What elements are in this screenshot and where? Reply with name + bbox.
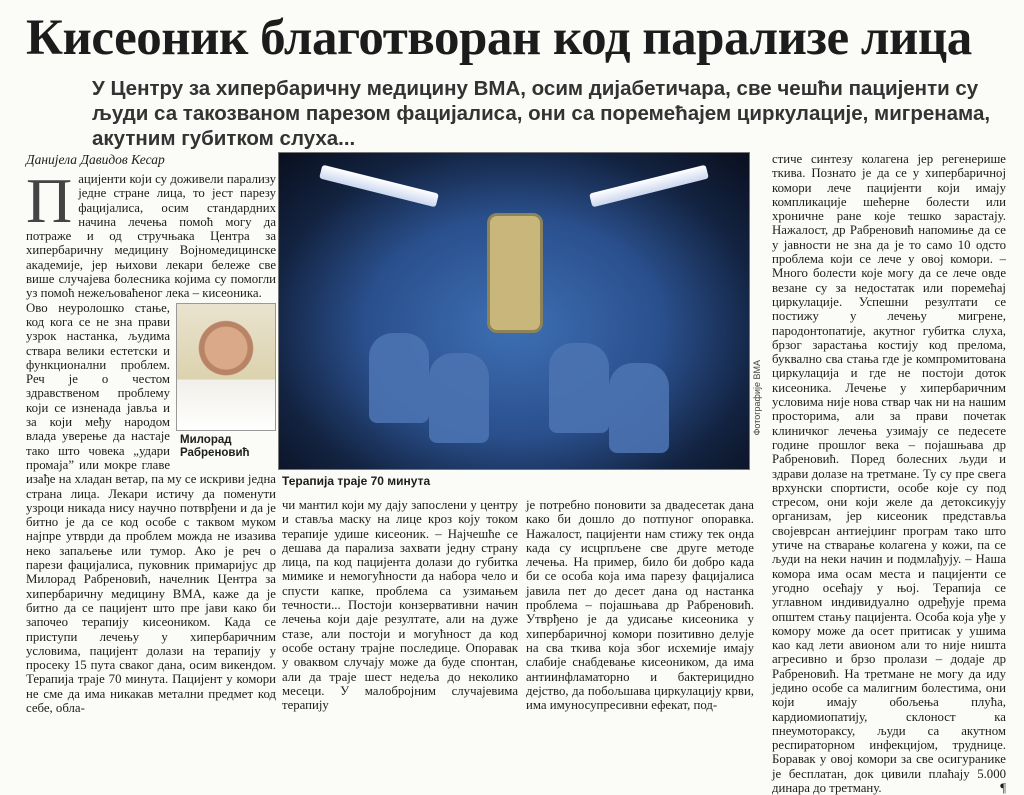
column-2 xyxy=(282,498,518,713)
byline: Данијела Давидов Кесар xyxy=(26,152,165,167)
column-3 xyxy=(526,498,754,713)
drop-cap: П xyxy=(26,165,73,236)
patient xyxy=(609,363,669,453)
patient xyxy=(369,333,429,423)
ceiling-light xyxy=(589,165,709,208)
portrait-photo xyxy=(176,303,276,431)
chamber-door xyxy=(487,213,543,333)
col3-text: је потребно поновити за двадесетак дана како би дошло до потпуног опоравка. Нажалост, пацијенти нам стижу тек онда када су исцрпљене све друге методе лечења. На пример, било би добро када би се особа која има парезу фацијалиса јавила пет до десет дана од настанка проблема – појашњава др Рабреновић. Утврђено је да удисање кисеоника у хипербаричној комори позитивно делује на сва ткива која због исхемије имају слабије снабдевање кисеоником, да има антиинфламаторно и бактерицидно дејство, да побољшава циркулацију крви, има имуносупресивни ефекат, под- xyxy=(526,498,754,713)
col1-paragraph-2: Ово неуролошко стање, код кога се не зна прави узрок настанка, људима ствара велики естетски и функционални проблем. Реч је о честом здравственом проблему који се изненада јавља и за који међу народом влада уверење да настаје тако што човека „удари промаја” или мокре главе изађе на хладан ветар, па му се искриви једна страна лица. Лекари истичу да поменути узроци никада нису научно потврђени и да је битно је да се код особе с таквом муком најпре утврди да проблем можда не изазива неко запаљење или тумор. Ако је реч о парези фацијалиса, пуковник примаријус др Милорад Рабреновић, начелник Центра за хипербаричну медицину ВМА, каже да је битно да се пацијент што пре јави како би започео терапију кисеоником. Када се приступи лечењу у хипербаричним условима, пацијент долази на терапију у просеку 15 пута сваког дана, осим викендом. Терапија траје 70 минута. Пацијент у комори не сме да има никакав метални предмет код себе, обла- xyxy=(26,300,276,715)
ceiling-light xyxy=(319,165,439,208)
photo-caption: Терапија траје 70 минута xyxy=(282,474,431,488)
lead-paragraph: У Центру за хипербаричну медицину ВМА, осим дијабетичара, све чешћи пацијенти су људи са такозваном парезом фацијалиса, они са поремећајем циркулације, мигренама, акутним губитком слуха... xyxy=(92,77,991,150)
col2-text: чи мантил који му дају запослени у центру и ставља маску на лице кроз коју током терапије удише кисеоник. – Најчешће се дешава да парализа захвати једну страну лица, па код пацијента долази до губитка мимике и немогућности да набора чело и спусти капке, проблема са узимањем течности... Постоји конзервативни начин лечења који даје резултате, али на дуже стазе, али постоји и могућност да код особе остану трајне последице. Опоравак у оваквом случају може да буде спонтан, али да траје шест недеља до неколико месеци. У малобројним случајевима терапију xyxy=(282,498,518,713)
column-1 xyxy=(26,165,276,715)
portrait-caption: Милорад Рабреновић xyxy=(180,433,250,459)
column-4 xyxy=(772,152,1006,795)
headline: Кисеоник благотворан код парализе лица xyxy=(26,10,972,66)
chamber-photo xyxy=(278,152,750,470)
col1-paragraph-1: ацијенти који су доживели парализу једне стране лица, то јест парезу фацијалиса, осим стандардних начина лечења помоћ могу да потраже и од стручњака Центра за хипербаричну медицину Војномедицинске академије, јер њихови лекари бележе све више случајева болесника којима су помогли уз помоћ нежељоваћеног лека – кисеоника. xyxy=(26,172,276,301)
end-mark: ¶ xyxy=(1000,781,1006,795)
patient xyxy=(549,343,609,433)
patient xyxy=(429,353,489,443)
col4-text: стиче синтезу колагена јер регенерише ткива. Познато је да се у хипербаричној комори лече пацијенти који имају компликације шећерне болести или хроничне ране које тешко зарастају. Нажалост, др Рабреновић напомиње да се у јавности не зна да је то само 10 одсто проблема који се лече у овој комори. – Много болести које могу да се лече овде везане су за недостатак или поремећај циркулације. Успешни резултати се постижу у лечењу мигрене, пародонтопатије, акутног губитка слуха, брзог зарастања костију код прелома, буквално сва стања где је компромитована циркулација и где не постоји доток кисеоника. Лечење у хипербаричним условима није нова ствар чак ни на нашим просторима, али за прави почетак клиничког лечења узимају се педесете године прошлог века – појашњава др Рабреновић. Поред болесних људи и здрави долазе на третмане. Ту су пре свега врхунски спортисти, особе које су под стресом, они који желе да детоксикују организам, јер кисеоник представља својеврсан антиејџинг програм тако што утиче на стварање колагена у кожи, па се људи на неки начин и подмлађују. – Наша комора има осам места и пацијенти се угодно осећају у њој. Терапија се углавном индивидуално одређује према општем стању пацијента. Особа која уђе у комору може да осет притисак у ушима као кад лети авионом али то није ништа агресивно и брзо пролази – додаје др Рабреновић. На третмане не могу да иду једино особе са малигним болестима, они који имају обољења плућа, кардиомиопатију, склоност ка пнеумотораксу, људи са акутном респираторном инфекцијом, труднице. Боравак у овој комори за све осигуранике је бесплатан, док цивили плаћају 5.000 динара до третману. ¶ xyxy=(772,152,1006,795)
photo-credit: Фотографије ВМА xyxy=(752,360,762,436)
portrait xyxy=(176,303,276,463)
